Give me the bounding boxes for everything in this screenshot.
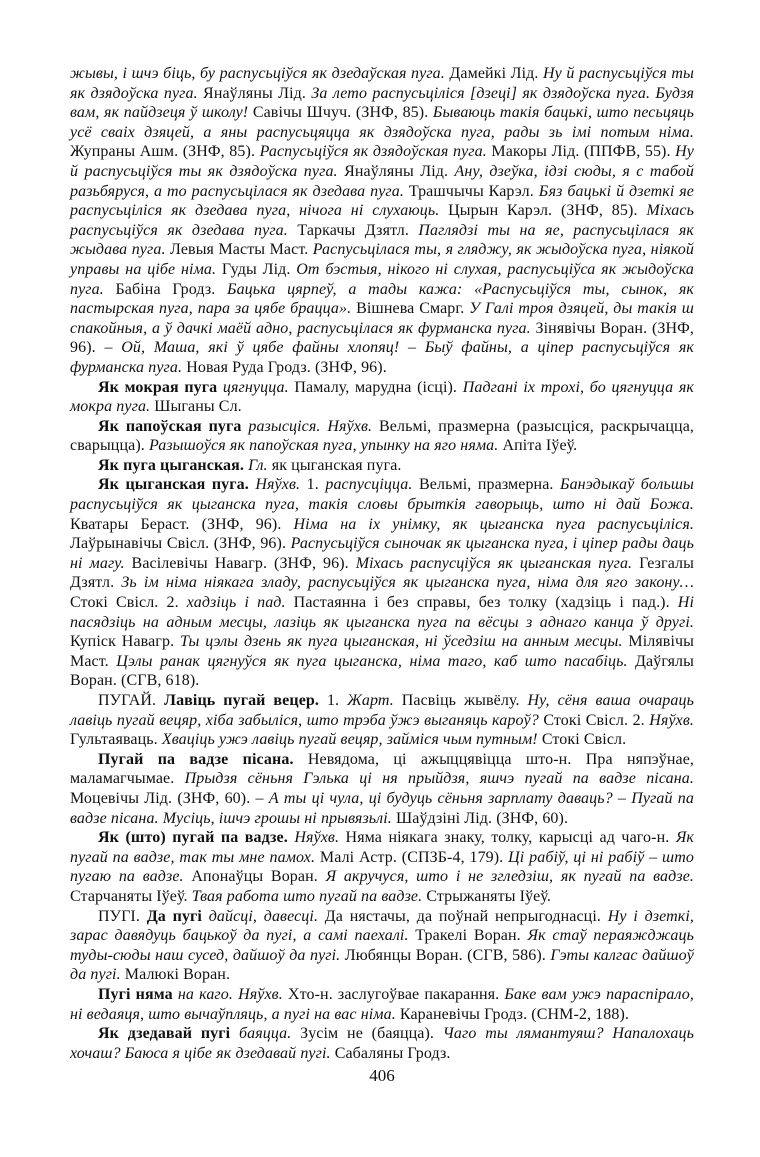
text-run: Хто-н. заслугоўвае пакарання. [282, 985, 505, 1003]
text-run: Да нястачы, да поўнай непрыгоднасці. [318, 907, 608, 925]
example-text: Ні пасядзіць на адным месцы, лазіць як цыганска пуга па вёсцы з аднаго канца ў другі. [70, 594, 694, 631]
text-run: Моцевічы Лід. (ЗНФ, 60). [70, 789, 256, 807]
example-text: Падгані іх трохі, бо цягнуцца як мокра пуга. [70, 378, 694, 416]
example-text: Ну і дзеткі, зарас давядуць бацькоў да пугі, а самі паехалі. [70, 907, 695, 945]
example-text: на каго. Няўхв. [172, 985, 283, 1003]
text-run: Таркачы Дзятл. [287, 221, 419, 239]
example-text: Міхась распусціўся як цыганская пуга. [355, 554, 633, 572]
text-run: Малюкі Воран. [120, 966, 231, 984]
text-run: як цыганская пуга. [267, 456, 402, 474]
text-run: Малі Астр. (СПЗБ-4, 179). [315, 848, 509, 866]
headword: Лавіць пугай вецер. [164, 692, 319, 709]
text-run: Караневічы Гродз. (СНМ-2, 188). [395, 1005, 630, 1023]
text-run: Жупраны Ашм. (ЗНФ, 85). [70, 143, 260, 161]
paragraph [70, 475, 694, 691]
text-run: Кватары Бераст. (ЗНФ, 96). [70, 515, 294, 533]
example-text: Ану, дзеўка, ідзі сюды, я с табой разьбяруся, а то распусьцілася як дзедава пуга. [70, 162, 695, 200]
text-run: Няма ніякага знаку, толку, карысці ад чаго-н. [339, 829, 676, 847]
text-run: Любянцы Воран. (СГВ, 586). [340, 946, 551, 964]
text-run: Апіта Іўеў. [498, 437, 578, 455]
example-text: цягнуцца. [217, 378, 289, 396]
example-text: Ці рабіў, ці ні рабіў – што пугаю па вадзе. [70, 848, 694, 886]
text-run: Пасвіць жывёлу. [393, 692, 528, 709]
paragraph [70, 456, 694, 476]
paragraph [70, 417, 694, 456]
example-text: Німа на іх унімку, як цыганска пуга распусьціліся. [293, 515, 695, 533]
example-text: разысціся. Няўхв. [241, 417, 373, 435]
text-run: Цырын Карэл. (ЗНФ, 85). [439, 202, 647, 220]
example-text: Распусьцілася ты, я гляджу, як жыдоўска пуга, ніякой управы на цібе німа. [70, 241, 694, 278]
paragraph [70, 691, 694, 750]
example-text: Як стаў пераяжджаць туды-сюды наш сусед, дайшоў да пугі. [70, 927, 694, 964]
headword: Як пуга цыганская. [98, 456, 244, 474]
text-run: Гультаяваць. [70, 731, 162, 749]
example-text: Ну, сёня ваша очараць лавіць пугай вецяр, хіба забыліся, што трэба ўжэ выганяць кароў? [70, 692, 694, 729]
text-run: Шаўдзіні Лід. (ЗНФ, 60). [391, 809, 569, 827]
example-text: От бэстыя, нікого ні слухая, распусьціўса як жыдоўска пуга. [70, 260, 694, 298]
text-run: Вельмі, празмерна. [412, 476, 561, 494]
example-text: Твая работа што пугай па вадзе. [191, 887, 423, 905]
example-text: жывы, і шчэ біць, бу распусьціўся як дзедаўская пуга. [70, 65, 445, 82]
example-text: Распусьціўся сыночак як цыганска пуга, і ціпер рады даць ні магу. [70, 535, 695, 572]
text-run: Мілявічы Маст. [70, 633, 694, 670]
headword: Пугай па вадзе пісана. [98, 750, 294, 768]
text-run: Сабаляны Гродз. [330, 1044, 451, 1062]
example-text: Хваціць ужэ лавіць пугай вецяр, займіся чым путным! [161, 731, 538, 749]
text-run: Купіск Навагр. [70, 633, 181, 651]
example-text: Ну й распусьціўся ты як дзядоўска пуга. [70, 65, 694, 102]
paragraph [70, 1024, 694, 1063]
paragraph [70, 64, 694, 378]
example-text: Разышоўся як папоўская пуга, упынку на яго няма. [148, 437, 499, 455]
text-run: Вішнева Смарг. [351, 300, 470, 318]
example-text: Паглядзі ты на яе, распусьцілася як жыдава пуга. [70, 221, 695, 259]
example-text: Ты цэлы дзень як пуга цыганская, ні ўседзіш на анным месцы. [180, 633, 623, 651]
headword: Як цыганская пуга. [98, 476, 249, 494]
example-text: Як пугай па вадзе, так ты мне памох. [70, 829, 695, 866]
example-text: У Галі троя дзяцей, ды такія ш спакойныя, а ў дачкі маёй адно, распусьцілася як фурманска пуга. [70, 300, 694, 337]
example-text: Жарт. [347, 692, 394, 709]
text-run: Тракелі Воран. [408, 927, 528, 945]
text-run: Пастаянна і без справы, без толку (хадзіць і пад.). [285, 594, 678, 612]
text-run: Янаўляны Лід. [337, 162, 455, 180]
text-run: Даўгялы Воран. (СГВ, 618). [70, 652, 694, 690]
text-run: Стрыжаняты Іўеў. [422, 887, 551, 905]
text-run: Гезгалы Дзятл. [70, 554, 694, 592]
example-text: Міхась распусьціўся як дзедава пуга. [70, 202, 694, 239]
text-run: ПУГАЙ. [98, 692, 165, 709]
example-text: хадзіць і пад. [186, 594, 286, 612]
example-text: Няўхв. [649, 711, 695, 729]
headword: Як дзедавай пугі [98, 1025, 231, 1043]
example-text: За лето распусьціліся [дзеці] як дзядоўска пуга. Будзя вам, як пайдзеця ў школу! [70, 84, 694, 122]
text-run: Бабіна Гродз. [103, 280, 228, 298]
headword: Пугі няма [98, 985, 173, 1003]
text-run: Стокі Свісл. 2. [70, 594, 187, 612]
example-text: Няўхв. [248, 476, 301, 494]
text-run: Левыя Масты Маст. [165, 241, 313, 259]
example-text: Ну й распусьціўся ты як дзядоўска пуга. [70, 143, 694, 180]
example-text: распусціцца. [325, 476, 413, 494]
text-run: Дамейкі Лід. [444, 65, 544, 82]
paragraph [70, 985, 694, 1024]
example-text: Банэдыкаў большы распусьціўся як цыганска пуга, такія словы брыткія гаворыць, што ні дай Божа. [70, 476, 694, 514]
text-run: 1. [319, 692, 348, 709]
headword: Як (што) пугай па вадзе. [98, 829, 288, 847]
text-run: Новая Руда Гродз. (ЗНФ, 96). [182, 358, 387, 376]
page-number: 406 [369, 1066, 395, 1086]
text-run: Зінявічы Воран. (ЗНФ, 96). [70, 319, 694, 357]
example-text: Няўхв. [287, 829, 340, 847]
text-run: 1. [300, 476, 326, 494]
text-run: Невядома, ці ажыццявіцца што-н. Пра няпэўнае, маламагчымае. [70, 750, 694, 788]
text-run: Янаўляны Лід. [197, 84, 312, 102]
example-text: дайсці, давесці. [201, 907, 319, 925]
text-run: Шыганы Сл. [150, 398, 242, 416]
text-run: ПУГІ. [98, 907, 147, 925]
text-run: Макоры Лід. (ППФВ, 55). [486, 143, 676, 161]
headword: Да пугі [146, 907, 202, 925]
headword: Як мокрая пуга [98, 378, 218, 396]
text-run: Гуды Лід. [216, 260, 297, 278]
text-run: Памалу, марудна (ісці). [288, 378, 463, 396]
paragraph [70, 907, 694, 985]
text-run: Стокі Свісл. [537, 731, 627, 749]
example-text: баяцца. [230, 1025, 292, 1043]
example-text: Чаго ты лямантуяш? Напалохаць хочаш? Баюса я цібе як дзедавай пугі. [70, 1025, 694, 1062]
text-run: Стокі Свісл. 2. [538, 711, 650, 729]
example-text: Бацька цярпеў, а тады кажа: «Распусьціўся ты, сынок, як пастырская пуга, пара за цябе брацца». [70, 280, 694, 318]
text-run: Васілевічы Навагр. (ЗНФ, 96). [124, 554, 356, 572]
example-text: Я акручуся, што і не згледзіш, як пугай па вадзе. [325, 868, 694, 886]
example-text: Баке вам ужэ параспірало, ні ведаяця, што вычаўпляць, а пугі на вас німа. [70, 985, 694, 1023]
paragraph [70, 750, 694, 828]
text-run: Старчаняты Іўеў. [70, 887, 192, 905]
text-run: Савічы Шчуч. (ЗНФ, 85). [248, 104, 433, 122]
text-run: Вельмі, празмерна (разысціся, раскрычацца, сварыцца). [70, 417, 695, 455]
example-text: – А ты ці чула, ці будуць сёньня зарплату даваць? – Пугай па вадзе пісана. Мусіць, ішчэ грошы ні прывязьлі. [70, 789, 695, 827]
text-run: Трашчычы Карэл. [403, 182, 539, 200]
text-run: Апонаўцы Воран. [183, 868, 326, 886]
example-text: Цэлы ранак цягнуўся як пуга цыганска, німа таго, каб што пасабіць. [116, 652, 628, 670]
headword: Як папоўская пуга [98, 417, 242, 435]
example-text: – Ой, Маша, які ў цябе файны хлопяц! – Быў файны, а ціпер распусьціўся як фурманска пуга. [70, 339, 694, 376]
text-run: Зусім не (баяцца). [291, 1025, 443, 1043]
paragraph [70, 378, 694, 417]
text-run: Лаўрынавічы Свісл. (ЗНФ, 96). [70, 535, 291, 553]
paragraph [70, 828, 694, 906]
example-text: Гэты калгас дайшоў да пугі. [70, 946, 694, 984]
example-text: Распусьціўся як дзядоўская пуга. [259, 143, 487, 161]
text-block [70, 64, 694, 1063]
example-text: Прыдзя сёньня Гэлька ці ня прыйдзя, яшчэ пугай па вадзе пісана. [184, 770, 694, 788]
example-text: Зь ім німа ніякага зладу, распусьціўся як цыганска пуга, німа для яго закону… [121, 574, 694, 592]
example-text: Гл. [244, 456, 268, 474]
example-text: Бываюць такія бацькі, што песьцяць усё сваіх дзяцей, а яны распусьцяцца як дзядоўска пуга, рады зь імі потым німа. [70, 104, 695, 141]
example-text: Бяз бацькі й дзеткі яе распусьціліся як дзедава пуга, нічога ні слухаюць. [70, 182, 694, 220]
